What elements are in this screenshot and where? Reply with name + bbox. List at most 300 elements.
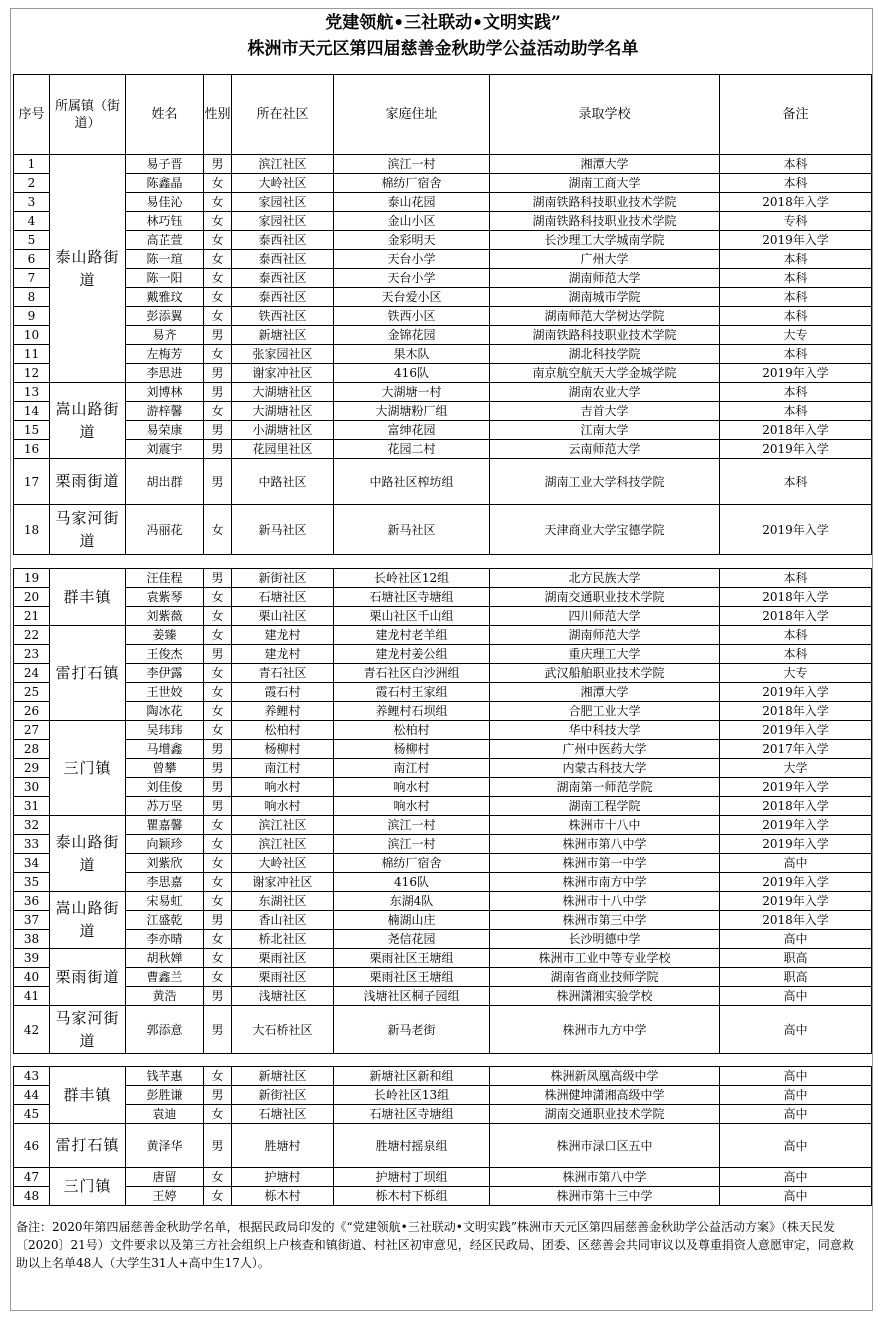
table-row	[14, 683, 872, 702]
cell-gender: 女	[204, 816, 232, 835]
cell-school: 株洲市十八中	[490, 816, 720, 835]
cell-address: 东湖4队	[334, 892, 490, 911]
cell-address: 416队	[334, 873, 490, 892]
cell-no: 33	[14, 835, 50, 854]
cell-community: 花园里社区	[232, 440, 334, 459]
table-row	[14, 569, 872, 588]
cell-no: 14	[14, 402, 50, 421]
cell-remark: 本科	[720, 402, 872, 421]
cell-town: 栗雨街道	[50, 949, 126, 1006]
cell-remark: 本科	[720, 250, 872, 269]
cell-gender: 女	[204, 1187, 232, 1206]
header-gender: 性别	[204, 75, 232, 155]
cell-address: 新马老街	[334, 1006, 490, 1054]
cell-town: 栗雨街道	[50, 459, 126, 505]
cell-no: 46	[14, 1124, 50, 1168]
cell-town: 马家河街道	[50, 1006, 126, 1054]
table-row	[14, 911, 872, 930]
cell-school: 重庆理工大学	[490, 645, 720, 664]
cell-name: 陶冰花	[126, 702, 204, 721]
cell-school: 株洲市渌口区五中	[490, 1124, 720, 1168]
table-row	[14, 873, 872, 892]
cell-name: 黄泽华	[126, 1124, 204, 1168]
cell-community: 泰西社区	[232, 288, 334, 307]
table-row	[14, 231, 872, 250]
cell-gender: 男	[204, 459, 232, 505]
cell-gender: 女	[204, 174, 232, 193]
cell-name: 易佳沁	[126, 193, 204, 212]
cell-remark: 大专	[720, 664, 872, 683]
cell-no: 13	[14, 383, 50, 402]
header-town: 所属镇（街道）	[50, 75, 126, 155]
cell-gender: 女	[204, 607, 232, 626]
cell-name: 易荣康	[126, 421, 204, 440]
cell-name: 苏万坚	[126, 797, 204, 816]
cell-gender: 男	[204, 645, 232, 664]
cell-town: 群丰镇	[50, 1067, 126, 1124]
table-row	[14, 930, 872, 949]
cell-school: 长沙理工大学城南学院	[490, 231, 720, 250]
cell-name: 易齐	[126, 326, 204, 345]
cell-no: 10	[14, 326, 50, 345]
cell-name: 李伊露	[126, 664, 204, 683]
cell-community: 泰西社区	[232, 250, 334, 269]
cell-gender: 女	[204, 949, 232, 968]
cell-community: 栗雨社区	[232, 968, 334, 987]
cell-no: 39	[14, 949, 50, 968]
table-row	[14, 854, 872, 873]
cell-gender: 女	[204, 968, 232, 987]
cell-no: 1	[14, 155, 50, 174]
cell-no: 38	[14, 930, 50, 949]
cell-remark: 2017年入学	[720, 740, 872, 759]
cell-community: 浅塘社区	[232, 987, 334, 1006]
cell-no: 44	[14, 1086, 50, 1105]
header-remark: 备注	[720, 75, 872, 155]
cell-remark: 2019年入学	[720, 364, 872, 383]
table-row	[14, 505, 872, 555]
cell-school: 湖南省商业技师学院	[490, 968, 720, 987]
cell-gender: 男	[204, 778, 232, 797]
cell-remark: 2019年入学	[720, 873, 872, 892]
cell-community: 泰西社区	[232, 231, 334, 250]
cell-remark: 2019年入学	[720, 721, 872, 740]
cell-name: 王婷	[126, 1187, 204, 1206]
cell-name: 钱芊惠	[126, 1067, 204, 1086]
cell-gender: 男	[204, 987, 232, 1006]
cell-address: 浅塘社区桐子园组	[334, 987, 490, 1006]
cell-remark: 2019年入学	[720, 778, 872, 797]
cell-address: 中路社区榨坊组	[334, 459, 490, 505]
table-row	[14, 1067, 872, 1086]
cell-school: 吉首大学	[490, 402, 720, 421]
cell-community: 泰西社区	[232, 269, 334, 288]
cell-name: 王俊杰	[126, 645, 204, 664]
cell-no: 7	[14, 269, 50, 288]
table-row	[14, 1187, 872, 1206]
cell-school: 湘潭大学	[490, 155, 720, 174]
cell-gender: 女	[204, 854, 232, 873]
cell-school: 湘潭大学	[490, 683, 720, 702]
cell-address: 新马社区	[334, 505, 490, 555]
cell-community: 新街社区	[232, 1086, 334, 1105]
cell-no: 16	[14, 440, 50, 459]
cell-community: 大石桥社区	[232, 1006, 334, 1054]
cell-name: 林巧钰	[126, 212, 204, 231]
cell-address: 青石社区白沙洲组	[334, 664, 490, 683]
cell-remark: 2019年入学	[720, 835, 872, 854]
cell-address: 泰山花园	[334, 193, 490, 212]
cell-address: 松柏村	[334, 721, 490, 740]
table-row	[14, 702, 872, 721]
cell-no: 35	[14, 873, 50, 892]
cell-school: 湖南师范大学树达学院	[490, 307, 720, 326]
cell-remark: 专科	[720, 212, 872, 231]
cell-remark: 2018年入学	[720, 193, 872, 212]
table-row	[14, 987, 872, 1006]
cell-school: 四川师范大学	[490, 607, 720, 626]
table-row	[14, 440, 872, 459]
cell-no: 31	[14, 797, 50, 816]
cell-no: 32	[14, 816, 50, 835]
cell-address: 护塘村丁坝组	[334, 1168, 490, 1187]
cell-gender: 女	[204, 588, 232, 607]
header-community: 所在社区	[232, 75, 334, 155]
cell-name: 高芷萱	[126, 231, 204, 250]
cell-no: 28	[14, 740, 50, 759]
cell-school: 云南师范大学	[490, 440, 720, 459]
cell-school: 湖南交通职业技术学院	[490, 1105, 720, 1124]
cell-address: 长岭社区13组	[334, 1086, 490, 1105]
cell-school: 株洲市第八中学	[490, 835, 720, 854]
cell-remark: 2019年入学	[720, 505, 872, 555]
cell-no: 19	[14, 569, 50, 588]
table-row	[14, 626, 872, 645]
cell-community: 栗山社区	[232, 607, 334, 626]
cell-remark: 本科	[720, 626, 872, 645]
cell-name: 刘紫欣	[126, 854, 204, 873]
cell-no: 11	[14, 345, 50, 364]
cell-gender: 女	[204, 307, 232, 326]
cell-remark: 本科	[720, 383, 872, 402]
cell-address: 大湖塘一村	[334, 383, 490, 402]
cell-name: 胡秋婵	[126, 949, 204, 968]
table-row	[14, 1168, 872, 1187]
title-line-2: 株洲市天元区第四届慈善金秋助学公益活动助学名单	[247, 39, 639, 59]
cell-gender: 男	[204, 1006, 232, 1054]
cell-community: 建龙村	[232, 645, 334, 664]
table-row	[14, 364, 872, 383]
cell-community: 新塘社区	[232, 326, 334, 345]
cell-name: 彭添翼	[126, 307, 204, 326]
cell-gender: 女	[204, 626, 232, 645]
cell-community: 建龙村	[232, 626, 334, 645]
cell-gender: 男	[204, 383, 232, 402]
cell-school: 南京航空航天大学金城学院	[490, 364, 720, 383]
cell-gender: 女	[204, 402, 232, 421]
cell-no: 29	[14, 759, 50, 778]
cell-remark: 2019年入学	[720, 440, 872, 459]
cell-no: 41	[14, 987, 50, 1006]
cell-remark: 本科	[720, 174, 872, 193]
cell-school: 株洲市工业中等专业学校	[490, 949, 720, 968]
cell-no: 6	[14, 250, 50, 269]
cell-no: 47	[14, 1168, 50, 1187]
cell-address: 建龙村老羊组	[334, 626, 490, 645]
cell-address: 富绅花园	[334, 421, 490, 440]
cell-address: 养鲤村石坝组	[334, 702, 490, 721]
cell-gender: 男	[204, 797, 232, 816]
table-row	[14, 250, 872, 269]
cell-community: 中路社区	[232, 459, 334, 505]
cell-town: 雷打石镇	[50, 626, 126, 721]
cell-remark: 高中	[720, 1105, 872, 1124]
cell-remark: 本科	[720, 569, 872, 588]
cell-community: 家园社区	[232, 193, 334, 212]
cell-school: 株洲市第三中学	[490, 911, 720, 930]
table-row	[14, 1006, 872, 1054]
cell-remark: 高中	[720, 930, 872, 949]
cell-name: 李亦晴	[126, 930, 204, 949]
table-row	[14, 949, 872, 968]
cell-community: 栗雨社区	[232, 949, 334, 968]
table-row	[14, 1105, 872, 1124]
table-row	[14, 383, 872, 402]
table-row	[14, 1124, 872, 1168]
cell-address: 棉纺厂宿舍	[334, 854, 490, 873]
cell-gender: 男	[204, 155, 232, 174]
cell-remark: 本科	[720, 645, 872, 664]
cell-school: 湖南交通职业技术学院	[490, 588, 720, 607]
cell-gender: 女	[204, 231, 232, 250]
cell-remark: 本科	[720, 307, 872, 326]
cell-school: 株洲新凤凰高级中学	[490, 1067, 720, 1086]
cell-school: 湖南农业大学	[490, 383, 720, 402]
table-row	[14, 645, 872, 664]
cell-address: 长岭社区12组	[334, 569, 490, 588]
cell-community: 南江村	[232, 759, 334, 778]
cell-name: 向颖珍	[126, 835, 204, 854]
cell-school: 广州大学	[490, 250, 720, 269]
cell-school: 湖南第一师范学院	[490, 778, 720, 797]
cell-remark: 职高	[720, 949, 872, 968]
cell-address: 新塘社区新和组	[334, 1067, 490, 1086]
cell-community: 霞石村	[232, 683, 334, 702]
header-name: 姓名	[126, 75, 204, 155]
cell-address: 南江村	[334, 759, 490, 778]
cell-gender: 女	[204, 664, 232, 683]
cell-remark: 高中	[720, 987, 872, 1006]
cell-no: 40	[14, 968, 50, 987]
cell-remark: 大专	[720, 326, 872, 345]
cell-no: 9	[14, 307, 50, 326]
table-row	[14, 759, 872, 778]
cell-gender: 女	[204, 892, 232, 911]
table-row	[14, 269, 872, 288]
cell-remark: 本科	[720, 345, 872, 364]
cell-gender: 男	[204, 1124, 232, 1168]
table-row	[14, 664, 872, 683]
cell-community: 栎木村	[232, 1187, 334, 1206]
cell-name: 陈鑫晶	[126, 174, 204, 193]
cell-name: 李思嘉	[126, 873, 204, 892]
cell-name: 胡出群	[126, 459, 204, 505]
cell-no: 21	[14, 607, 50, 626]
cell-address: 416队	[334, 364, 490, 383]
cell-address: 石塘社区寺塘组	[334, 588, 490, 607]
cell-no: 34	[14, 854, 50, 873]
remark-note: 备注：2020年第四届慈善金秋助学名单，根据民政局印发的《“党建领航•三社联动•文明实践”株洲市天元区第四届慈善金秋助学公益活动方案》（株天民发〔2020〕21号）文件要求以及第三方社会组织上户核查和镇街道、村社区初审意见，经区民政局、团委、区慈善会共同审议以及尊重捐资人意愿审定，同意救助以上名单48人（大学生31人+高中生17人）。	[16, 1220, 854, 1270]
cell-gender: 男	[204, 569, 232, 588]
cell-no: 36	[14, 892, 50, 911]
cell-school: 湖南师范大学	[490, 626, 720, 645]
cell-address: 铁西小区	[334, 307, 490, 326]
cell-school: 天津商业大学宝德学院	[490, 505, 720, 555]
cell-community: 滨江社区	[232, 155, 334, 174]
cell-gender: 男	[204, 421, 232, 440]
cell-address: 响水村	[334, 797, 490, 816]
cell-name: 袁紫琴	[126, 588, 204, 607]
cell-community: 铁西社区	[232, 307, 334, 326]
cell-no: 27	[14, 721, 50, 740]
cell-no: 25	[14, 683, 50, 702]
cell-school: 株洲市南方中学	[490, 873, 720, 892]
cell-school: 长沙明德中学	[490, 930, 720, 949]
cell-name: 刘佳俊	[126, 778, 204, 797]
cell-community: 新塘社区	[232, 1067, 334, 1086]
cell-gender: 女	[204, 930, 232, 949]
cell-no: 2	[14, 174, 50, 193]
cell-community: 香山社区	[232, 911, 334, 930]
cell-school: 湖南工商大学	[490, 174, 720, 193]
cell-gender: 女	[204, 1168, 232, 1187]
cell-community: 响水村	[232, 797, 334, 816]
cell-no: 24	[14, 664, 50, 683]
cell-community: 大湖塘社区	[232, 402, 334, 421]
cell-gender: 女	[204, 269, 232, 288]
cell-gender: 男	[204, 440, 232, 459]
cell-address: 栗雨社区王塘组	[334, 949, 490, 968]
cell-remark: 高中	[720, 1006, 872, 1054]
cell-gender: 男	[204, 1086, 232, 1105]
cell-remark: 高中	[720, 1124, 872, 1168]
cell-gender: 女	[204, 721, 232, 740]
table-row	[14, 345, 872, 364]
cell-community: 石塘社区	[232, 588, 334, 607]
cell-name: 宋易虹	[126, 892, 204, 911]
cell-gender: 男	[204, 740, 232, 759]
cell-remark: 高中	[720, 1067, 872, 1086]
cell-gender: 女	[204, 345, 232, 364]
table-row	[14, 402, 872, 421]
table-row	[14, 1086, 872, 1105]
cell-name: 彭胜谦	[126, 1086, 204, 1105]
cell-address: 金彩明天	[334, 231, 490, 250]
cell-gender: 女	[204, 1105, 232, 1124]
cell-town: 三门镇	[50, 1168, 126, 1206]
cell-community: 青石社区	[232, 664, 334, 683]
cell-address: 栗山社区千山组	[334, 607, 490, 626]
cell-name: 曾攀	[126, 759, 204, 778]
cell-school: 株洲市第一中学	[490, 854, 720, 873]
cell-community: 大岭社区	[232, 174, 334, 193]
table-row	[14, 607, 872, 626]
cell-school: 内蒙古科技大学	[490, 759, 720, 778]
cell-address: 天台爱小区	[334, 288, 490, 307]
title-line-1: 党建领航•三社联动•文明实践”	[325, 13, 561, 33]
cell-school: 湖南城市学院	[490, 288, 720, 307]
cell-address: 花园二村	[334, 440, 490, 459]
cell-name: 陈一阳	[126, 269, 204, 288]
cell-address: 大湖塘粉厂组	[334, 402, 490, 421]
cell-address: 天台小学	[334, 250, 490, 269]
cell-name: 姜臻	[126, 626, 204, 645]
cell-no: 48	[14, 1187, 50, 1206]
cell-gender: 女	[204, 288, 232, 307]
cell-remark: 2018年入学	[720, 421, 872, 440]
cell-name: 易子晋	[126, 155, 204, 174]
cell-community: 家园社区	[232, 212, 334, 231]
cell-name: 游梓馨	[126, 402, 204, 421]
cell-address: 建龙村姜公组	[334, 645, 490, 664]
cell-community: 养鲤村	[232, 702, 334, 721]
cell-name: 冯丽花	[126, 505, 204, 555]
cell-gender: 男	[204, 911, 232, 930]
cell-remark: 2018年入学	[720, 797, 872, 816]
cell-name: 黄浩	[126, 987, 204, 1006]
cell-remark: 2018年入学	[720, 911, 872, 930]
header-school: 录取学校	[490, 75, 720, 155]
cell-name: 江盛乾	[126, 911, 204, 930]
table-row	[14, 459, 872, 505]
cell-community: 新街社区	[232, 569, 334, 588]
table-row	[14, 421, 872, 440]
cell-gender: 女	[204, 505, 232, 555]
cell-gender: 男	[204, 326, 232, 345]
cell-address: 滨江一村	[334, 155, 490, 174]
cell-remark: 2019年入学	[720, 816, 872, 835]
cell-remark: 2019年入学	[720, 683, 872, 702]
cell-community: 护塘村	[232, 1168, 334, 1187]
cell-address: 栗雨社区王塘组	[334, 968, 490, 987]
cell-address: 金锦花园	[334, 326, 490, 345]
cell-school: 株洲市九方中学	[490, 1006, 720, 1054]
cell-address: 天台小学	[334, 269, 490, 288]
table-row	[14, 155, 872, 174]
cell-remark: 2018年入学	[720, 588, 872, 607]
cell-address: 栎木村下栎组	[334, 1187, 490, 1206]
cell-school: 湖南铁路科技职业技术学院	[490, 212, 720, 231]
cell-school: 湖南铁路科技职业技术学院	[490, 193, 720, 212]
cell-school: 株洲市十八中学	[490, 892, 720, 911]
cell-town: 马家河街道	[50, 505, 126, 555]
cell-address: 金山小区	[334, 212, 490, 231]
cell-gender: 女	[204, 702, 232, 721]
table-row	[14, 778, 872, 797]
cell-school: 株洲健坤潇湘高级中学	[490, 1086, 720, 1105]
cell-no: 42	[14, 1006, 50, 1054]
header-address: 家庭住址	[334, 75, 490, 155]
cell-gender: 女	[204, 1067, 232, 1086]
cell-school: 湖南工业大学科技学院	[490, 459, 720, 505]
cell-community: 滨江社区	[232, 835, 334, 854]
cell-school: 株洲潇湘实验学校	[490, 987, 720, 1006]
cell-name: 曹鑫兰	[126, 968, 204, 987]
cell-name: 瞿嘉馨	[126, 816, 204, 835]
cell-community: 滨江社区	[232, 816, 334, 835]
table-row	[14, 326, 872, 345]
cell-school: 株洲市第十三中学	[490, 1187, 720, 1206]
